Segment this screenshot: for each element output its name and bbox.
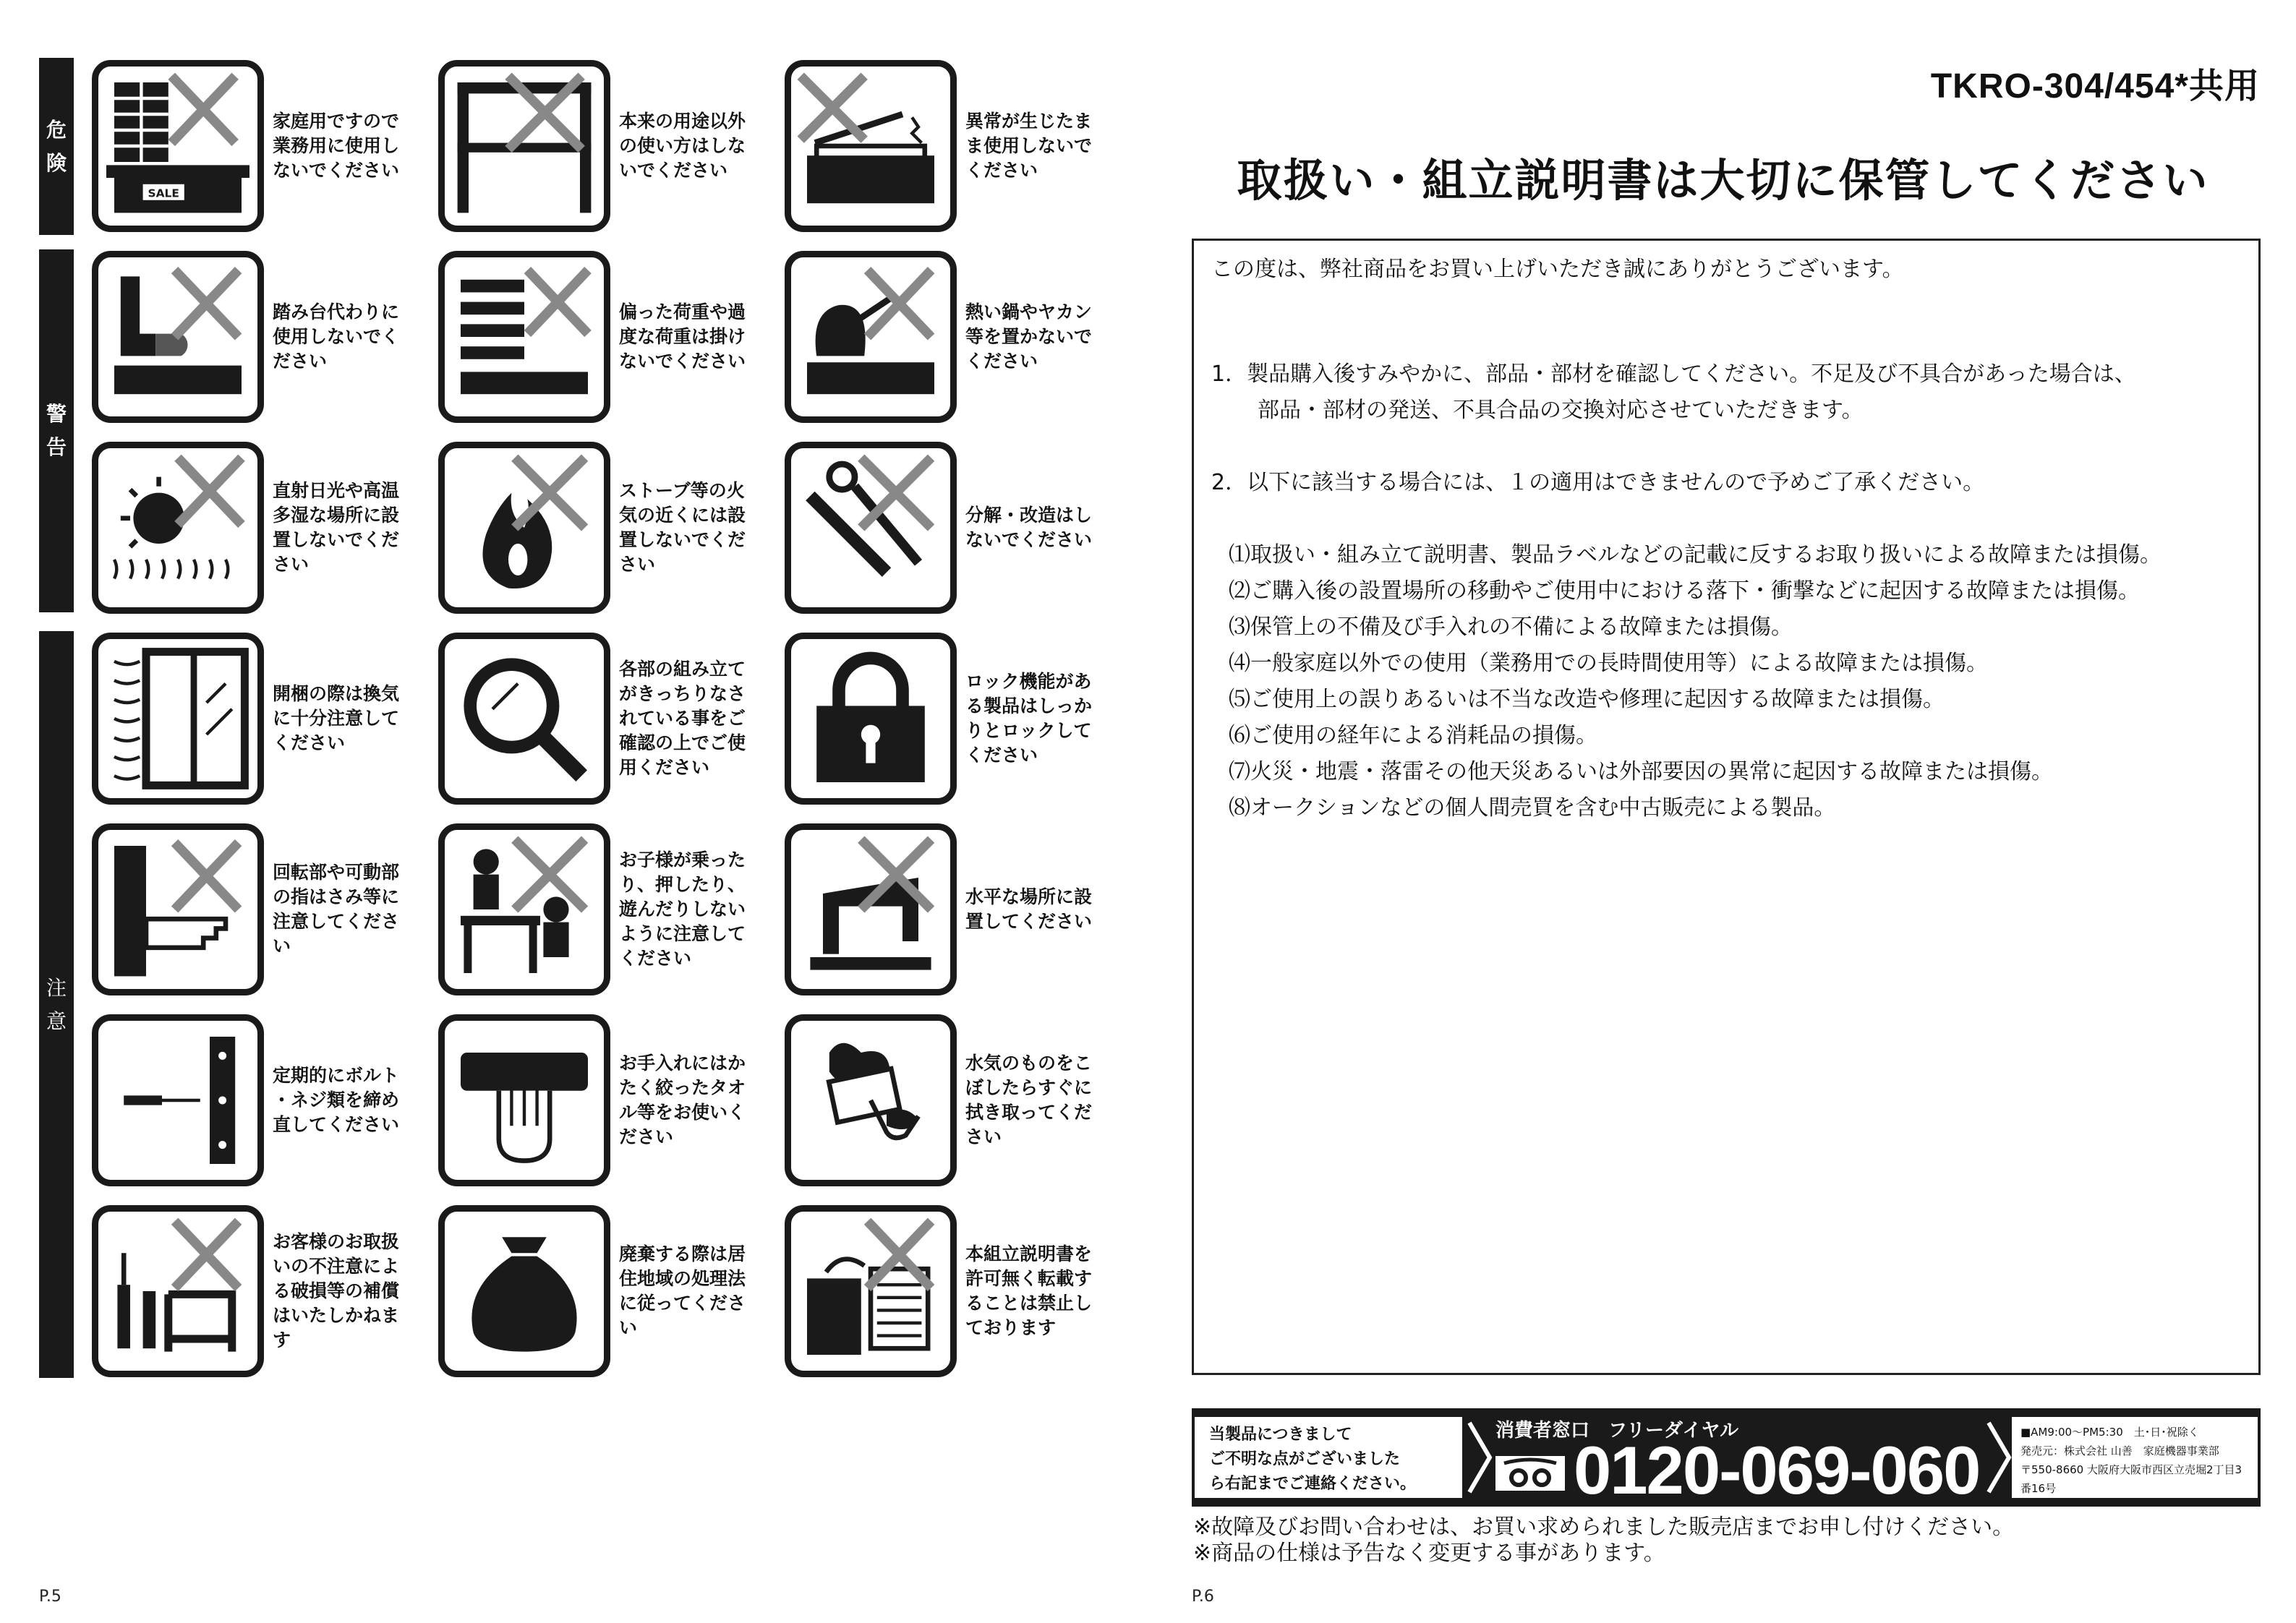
page-number-right: P.6 — [1192, 1588, 1214, 1606]
damaged-use-prohibited-icon — [785, 60, 957, 232]
warning-item — [438, 251, 777, 424]
publisher-name: 発売元：株式会社 山善 家庭機器事業部 — [2020, 1444, 2219, 1457]
padlock-icon — [785, 633, 957, 805]
category-danger — [39, 58, 74, 235]
intro-text: この度は、弊社商品をお買い上げいただき誠にありがとうございます。 — [1211, 257, 1904, 282]
caution-item — [438, 633, 777, 806]
item-caption: 水平な場所に設 置してください — [965, 886, 1093, 932]
caution-item — [92, 1014, 430, 1188]
screwdriver-bolts-icon — [92, 1014, 264, 1186]
overload-prohibited-icon — [438, 251, 610, 423]
tools-damage-prohibited-icon — [92, 1205, 264, 1377]
caution-item — [92, 823, 430, 997]
caution-item — [785, 1205, 1123, 1379]
item-caption: 本来の用途以外 の使い方はしな いでください — [619, 111, 746, 181]
sub-item-4: ⑷一般家庭以外での使用（業務用での長時間使用等）による故障または損傷。 — [1229, 651, 1988, 676]
sub-item-7: ⑺火災・地震・落雷その他天災あるいは外部要因の異常に起因する故障または損傷。 — [1229, 759, 2053, 784]
garbage-bag-icon — [438, 1205, 610, 1377]
notice-box — [1192, 239, 2261, 1375]
item-caption: 直射日光や高温 多湿な場所に設 置しないでくだ さい — [273, 480, 400, 575]
item-caption: 回転部や可動部 の指はさみ等に 注意してくださ い — [273, 862, 400, 956]
wring-towel-icon — [438, 1014, 610, 1186]
step-stool-prohibited-icon — [92, 251, 264, 423]
contact-details — [2012, 1417, 2258, 1498]
warning-item — [785, 251, 1123, 424]
caution-item — [92, 633, 430, 806]
model-number: TKRO-304/454*共用 — [1930, 67, 2260, 106]
warning-item — [438, 60, 777, 234]
item-caption: 各部の組み立て がきっちりなさ れている事をご 確認の上でご使 用ください — [619, 659, 746, 778]
hot-kettle-prohibited-icon — [785, 251, 957, 423]
item-caption: 家庭用ですので 業務用に使用し ないでください — [273, 111, 400, 181]
sunlight-humidity-prohibited-icon — [92, 442, 264, 614]
children-play-prohibited-icon — [438, 823, 610, 995]
ventilation-window-icon — [92, 633, 264, 805]
free-dial-number[interactable]: 0120-069-060 — [1574, 1432, 1980, 1508]
caution-item — [438, 823, 777, 997]
item-caption: 偏った荷重や過 度な荷重は掛け ないでください — [619, 301, 746, 372]
item-caption: お手入れにはか たく絞ったタオ ル等をお使いく ださい — [619, 1053, 746, 1147]
contact-lead-text: 当製品につきまして ご不明な点がございました ら右記までご連絡ください。 — [1195, 1417, 1462, 1498]
sub-item-2: ⑵ご購入後の設置場所の移動やご使用中における落下・衝撃などに起因する故障または損傷。 — [1229, 578, 2140, 604]
item-caption: お子様が乗った り、押したり、 遊んだりしない ように注意して ください — [619, 849, 746, 969]
warning-item — [92, 442, 430, 615]
fire-prohibited-icon — [438, 442, 610, 614]
category-warning — [39, 249, 74, 612]
sub-item-5: ⑸ご使用上の誤りあるいは不当な改造や修理に起因する故障または損傷。 — [1229, 687, 1945, 712]
magnifier-check-icon — [438, 633, 610, 805]
caution-item — [92, 1205, 430, 1379]
point-1-line-1: 1．製品購入後すみやかに、部品・部材を確認してください。不足及び不具合があった場合は、 — [1211, 361, 2136, 387]
note-1: ※故障及びお問い合わせは、お買い求められました販売店までお申し付けください。 — [1193, 1515, 2015, 1540]
note-2: ※商品の仕様は予告なく変更する事があります。 — [1193, 1541, 1665, 1566]
category-caution-label: 注 意 — [46, 975, 67, 1033]
disassembly-prohibited-icon — [785, 442, 957, 614]
item-caption: 廃棄する際は居 住地域の処理法 に従ってくださ い — [619, 1243, 746, 1338]
finger-pinch-icon — [92, 823, 264, 995]
warning-item — [92, 251, 430, 424]
free-dial-icon — [1494, 1453, 1566, 1494]
wipe-spill-icon — [785, 1014, 957, 1186]
item-caption: ストーブ等の火 気の近くには設 置しないでくだ さい — [619, 480, 746, 575]
chevron-right-icon — [1464, 1418, 1495, 1496]
item-caption: ロック機能があ る製品はしっか りとロックして ください — [965, 671, 1093, 766]
item-caption: 開梱の際は換気 に十分注意して ください — [273, 683, 400, 753]
uneven-floor-prohibited-icon — [785, 823, 957, 995]
point-2: 2．以下に該当する場合には、１の適用はできませんので予めご了承ください。 — [1211, 470, 1985, 495]
page-title: 取扱い・組立説明書は大切に保管してください — [1237, 154, 2209, 207]
chevron-right-icon — [1983, 1418, 2015, 1496]
caution-item — [785, 633, 1123, 806]
item-caption: 定期的にボルト ・ネジ類を締め 直してください — [273, 1065, 400, 1135]
page-number-left: P.5 — [39, 1588, 61, 1606]
item-caption: お客様のお取扱 いの不注意によ る破損等の補償 はいたしかねま す — [273, 1231, 400, 1350]
item-caption: 踏み台代わりに 使用しないでく ださい — [273, 301, 400, 372]
category-warning-label: 警 告 — [46, 402, 67, 459]
sub-item-3: ⑶保管上の不備及び手入れの不備による故障または損傷。 — [1229, 614, 1793, 640]
sub-item-1: ⑴取扱い・組み立て説明書、製品ラベルなどの記載に反するお取り扱いによる故障または損傷。 — [1229, 542, 2161, 568]
caution-item — [438, 1014, 777, 1188]
business-hours: ■AM9:00〜PM5:30 土･日･祝除く — [2020, 1426, 2199, 1439]
category-danger-label: 危 険 — [46, 117, 67, 175]
publisher-address: 〒550-8660 大阪府大阪市西区立売堀2丁目3番16号 — [2020, 1463, 2242, 1495]
contact-banner — [1192, 1408, 2261, 1507]
item-caption: 分解・改造はし ないでください — [965, 505, 1093, 550]
caution-item — [785, 1014, 1123, 1188]
warning-item — [438, 442, 777, 615]
point-1-line-2: 部品・部材の発送、不具合品の交換対応させていただきます。 — [1258, 398, 1864, 423]
category-caution — [39, 631, 74, 1378]
sub-item-8: ⑻オークションなどの個人間売買を含む中古販売による製品。 — [1229, 795, 1836, 821]
item-caption: 本組立説明書を 許可無く転載す ることは禁止し ております — [965, 1243, 1093, 1338]
sale-label: SALE — [148, 187, 179, 200]
warning-item — [785, 442, 1123, 615]
caution-item — [785, 823, 1123, 997]
item-caption: 熱い鍋やヤカン 等を置かないで ください — [965, 301, 1093, 372]
caution-item — [438, 1205, 777, 1379]
sub-item-6: ⑹ご使用の経年による消耗品の損傷。 — [1229, 723, 1597, 748]
item-caption: 異常が生じたま ま使用しないで ください — [965, 111, 1093, 181]
warning-item — [785, 60, 1123, 234]
misuse-prohibited-icon — [438, 60, 610, 232]
copy-prohibited-icon — [785, 1205, 957, 1377]
consumer-window-label: 消費者窓口 フリーダイヤル — [1495, 1420, 1739, 1442]
commercial-shelf-prohibited-icon — [92, 60, 264, 232]
item-caption: 水気のものをこ ぼしたらすぐに 拭き取ってくだ さい — [965, 1053, 1093, 1147]
warning-item — [92, 60, 430, 234]
